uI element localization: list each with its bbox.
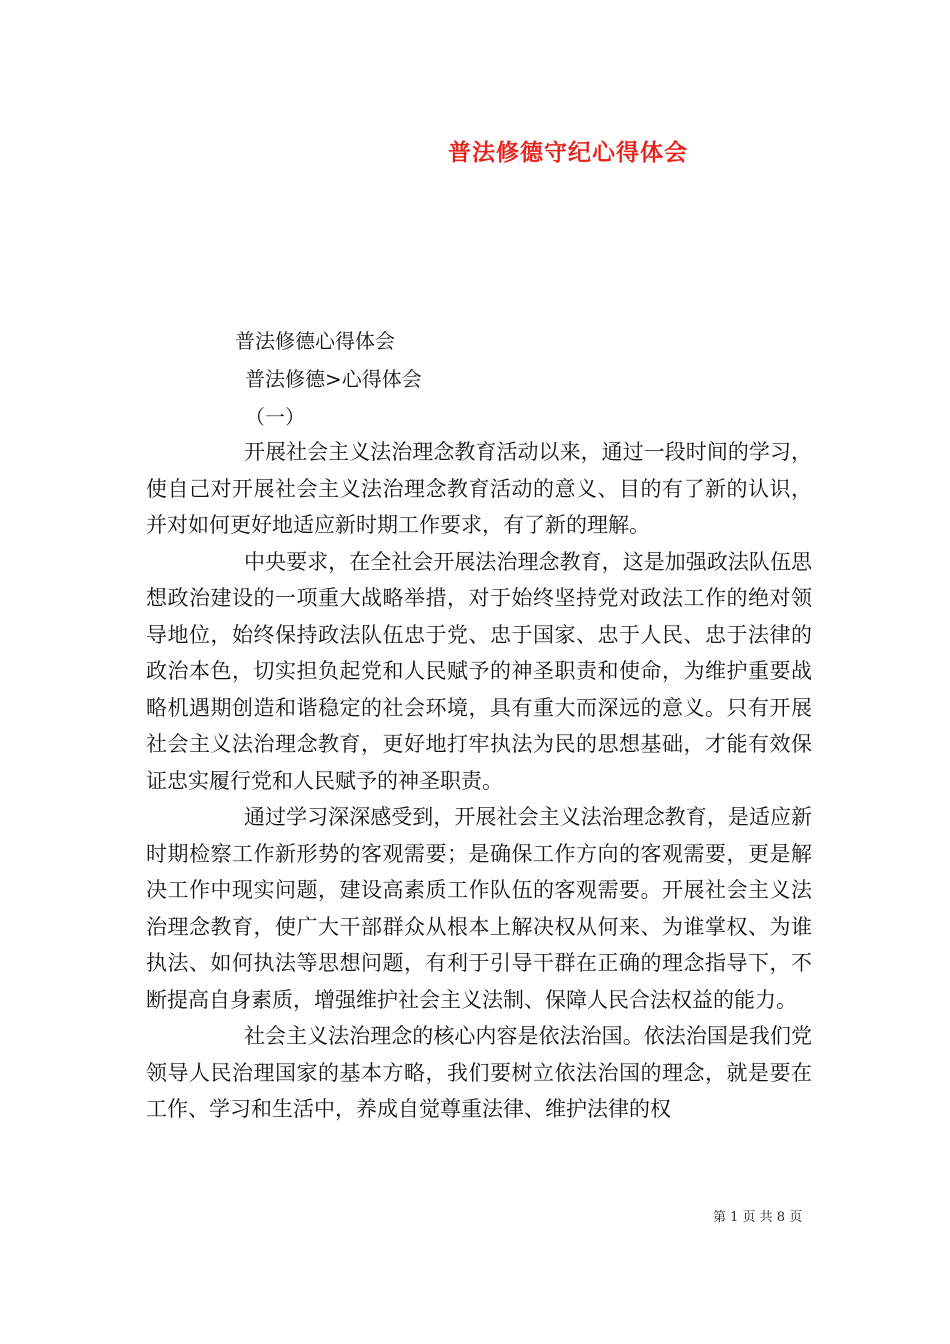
category-line: 普法修德>心得体会: [245, 367, 422, 391]
section-number: （一）: [245, 405, 305, 429]
subtitle-line: 普法修德心得体会: [235, 329, 395, 353]
page-number: 第 1 页 共 8 页: [713, 1210, 803, 1225]
document-body: [146, 434, 812, 1128]
paragraph: 社会主义法治理念的核心内容是依法治国。依法治国是我们党领导人民治理国家的基本方略，我们要树立依法治国的理念，就是要在工作、学习和生活中，养成自觉尊重法律、维护法律的权: [146, 1024, 812, 1121]
paragraph: 开展社会主义法治理念教育活动以来，通过一段时间的学习，使自己对开展社会主义法治理念教育活动的意义、目的有了新的认识，并对如何更好地适应新时期工作要求，有了新的理解。: [146, 440, 812, 537]
paragraph: 通过学习深深感受到，开展社会主义法治理念教育，是适应新时期检察工作新形势的客观需要；是确保工作方向的客观需要，更是解决工作中现实问题，建设高素质工作队伍的客观需要。开展社会主义法治理念教育，使广大干部群众从根本上解决权从何来、为谁掌权、为谁执法、如何执法等思想问题，有利于引导干群在正确的理念指导下，不断提高自身素质，增强维护社会主义法制、保障人民合法权益的能力。: [146, 805, 812, 1012]
document-title: 普法修德守纪心得体会: [448, 139, 688, 166]
paragraph: 中央要求，在全社会开展法治理念教育，这是加强政法队伍思想政治建设的一项重大战略举措，对于始终坚持党对政法工作的绝对领导地位，始终保持政法队伍忠于党、忠于国家、忠于人民、忠于法律的政治本色，切实担负起党和人民赋予的神圣职责和使命，为维护重要战略机遇期创造和谐稳定的社会环境，具有重大而深远的意义。只有开展社会主义法治理念教育，更好地打牢执法为民的思想基础，才能有效保证忠实履行党和人民赋予的神圣职责。: [146, 549, 812, 793]
